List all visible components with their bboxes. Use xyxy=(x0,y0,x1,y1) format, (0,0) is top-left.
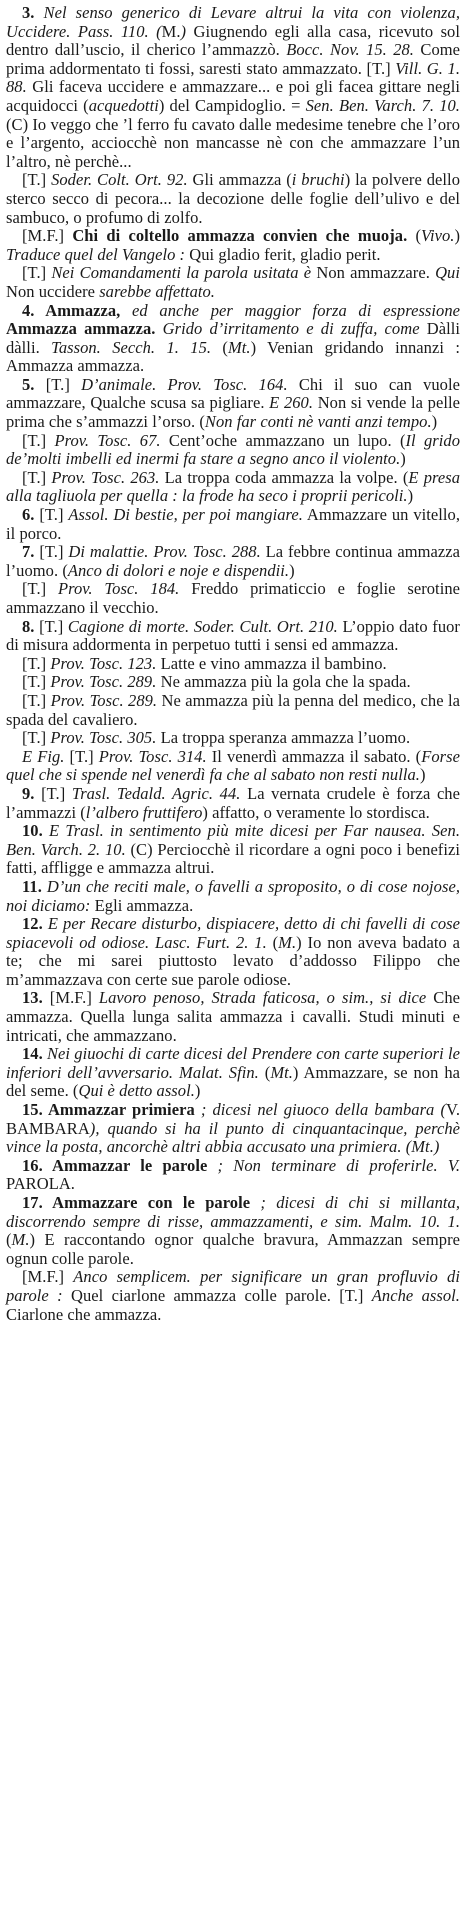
entry-heading: 3. xyxy=(22,3,35,22)
italic-text: Trasl. Tedald. Agric. 44. xyxy=(71,783,241,803)
body-text: ) affatto, o veramente lo stordisca. xyxy=(202,802,430,822)
entry-heading: 4. Ammazza, xyxy=(22,300,121,320)
italic-text: Bocc. Nov. 15. 28. xyxy=(286,40,414,60)
italic-text: Mt. xyxy=(227,337,251,357)
entry-paragraph xyxy=(6,692,460,729)
body-text: ) Io non aveva badato a te; che mi sarei piuttosto levato d’addosso Filippo che m’ammazzava con certe sue parole odiose. xyxy=(6,932,460,989)
body-text: Qui gladio ferit, gladio perit. xyxy=(185,244,381,264)
body-text: ) xyxy=(194,1081,201,1101)
italic-text: E Fig. xyxy=(22,746,65,766)
entry-heading: 15. Ammazzar primiera xyxy=(22,1100,195,1120)
entry-paragraph xyxy=(6,506,460,543)
body-text: ) xyxy=(400,449,406,469)
body-text: Chi il suo can vuole ammazzare, Qualche scusa sa pigliare. xyxy=(6,374,460,413)
italic-text: M. xyxy=(278,932,297,952)
body-text: Cent’oche ammazzano un lupo. ( xyxy=(160,430,406,450)
body-text: [T.] xyxy=(34,783,72,803)
body-text: ) Ammazzare, se non ha del seme. ( xyxy=(6,1062,460,1101)
italic-text: Tasson. Secch. 1. 15. xyxy=(51,337,212,357)
body-text: Quel ciarlone ammazza colle parole. [T.] xyxy=(62,1285,372,1305)
italic-text: Di malattie. Prov. Tosc. 288. xyxy=(68,542,261,562)
italic-text: ), quando si ha il punto di cinquantacinque, perchè vince la posta, ancorchè altri abbia accusato una primiera. ( xyxy=(6,1118,460,1157)
body-text: Ammazzare un vitello, il porco. xyxy=(6,505,461,543)
body-text: [T.] xyxy=(22,728,51,748)
body-text: (C) Io veggo che ’l ferro fu cavato dalle medesime tenebre che l’oro e l’argento, acciocchè non mancasse nè con che ammazzare l’un l’altro, nè perchè... xyxy=(6,114,460,171)
italic-text: Soder. Colt. Ort. 92. xyxy=(51,170,188,190)
italic-text: ; dicesi di chi si millanta, discorrendo sempre di risse, ammazzamenti, e sim. Malm. 10. 1. xyxy=(6,1193,461,1231)
entry-paragraph xyxy=(6,878,460,915)
body-text: ) xyxy=(289,560,295,580)
entry-heading: 9. xyxy=(22,783,35,803)
body-text: [M.F.] xyxy=(42,988,99,1008)
body-text: Ciarlone che ammazza. xyxy=(6,1304,162,1324)
italic-text: D’animale. Prov. Tosc. 164. xyxy=(81,374,288,394)
entry-paragraph xyxy=(6,1194,460,1268)
body-text: [T.] xyxy=(34,505,69,525)
body-text: La troppa speranza ammazza l’uomo. xyxy=(156,728,411,748)
italic-text: E Trasl. in sentimento più mite dicesi per Far nausea. Sen. Ben. Varch. 2. 10. xyxy=(6,821,460,859)
italic-text: Nei giuochi di carte dicesi del Prendere con carte superiori le inferiori dell’avversario. Malat. Sfin. xyxy=(6,1044,460,1082)
entry-paragraph xyxy=(6,1045,460,1101)
italic-text: Cagione di morte. Soder. Cult. Ort. 210. xyxy=(67,616,338,636)
italic-text: acquedotti xyxy=(88,95,159,115)
italic-text: Grido d’irritamento e di zuffa, come xyxy=(155,319,420,339)
italic-text: i bruchi xyxy=(291,170,345,190)
italic-text: sarebbe affettato. xyxy=(99,281,215,301)
entry-heading: Chi di coltello ammazza convien che muoja. xyxy=(72,226,408,246)
entry-paragraph xyxy=(6,580,460,617)
body-text: AROLA. xyxy=(13,1174,75,1194)
body-text: ) xyxy=(454,226,460,246)
italic-text: E per Recare disturbo, dispiacere, detto di chi favelli di cose spiacevoli od odiose. Lasc. Furt. 2. 1. xyxy=(6,914,460,952)
entry-paragraph xyxy=(6,376,460,432)
italic-text: ed anche per maggior forza di espressione xyxy=(120,300,460,320)
body-text: Che ammazza. Quella lunga salita ammazza i cavalli. Studi minuti e intricati, che ammazzano. xyxy=(6,988,460,1045)
italic-text: Prov. Tosc. 184. xyxy=(58,579,180,599)
body-text: ( xyxy=(6,1230,12,1250)
italic-text: Prov. Tosc. 289. xyxy=(50,690,158,710)
body-text: AMBARA xyxy=(17,1118,90,1138)
italic-text: Lavoro penoso, Strada faticosa, o sim., si dice xyxy=(98,988,427,1008)
italic-text: Prov. Tosc. 305. xyxy=(50,728,157,748)
body-text: La febbre continua ammazza l’uomo. ( xyxy=(6,542,460,580)
italic-text: ) xyxy=(180,21,187,41)
italic-text: l’albero fruttifero xyxy=(85,802,203,822)
body-text: (C) Perciocchè il ricordare a ogni poco i benefizi fatti, affligge e ammazza altrui. xyxy=(6,839,460,878)
body-text: ( xyxy=(407,226,422,246)
body-text: P xyxy=(6,1174,14,1194)
entry-paragraph xyxy=(6,748,460,785)
entry-paragraph xyxy=(6,785,460,822)
body-text: Egli ammazza. xyxy=(90,895,194,915)
body-text: V. B xyxy=(6,1100,461,1138)
body-text: Non uccidere xyxy=(6,281,100,301)
body-text: M. xyxy=(161,21,181,41)
body-text: [T.] xyxy=(22,170,52,190)
body-text: Freddo primaticcio e foglie serotine ammazzano il vecchio. xyxy=(6,579,461,617)
italic-text: M. xyxy=(11,1230,30,1250)
body-text: Il venerdì ammazza il sabato. ( xyxy=(206,746,422,766)
italic-text: Nei Comandamenti la parola usitata è xyxy=(51,263,312,283)
body-text: [T.] xyxy=(34,616,68,636)
entry-paragraph xyxy=(6,1157,460,1194)
body-text: Dàlli dàlli. xyxy=(6,319,460,357)
body-text: Gli ammazza ( xyxy=(187,170,292,190)
body-text: [T.] xyxy=(22,672,51,692)
body-text: ( xyxy=(266,932,279,952)
italic-text: Anco semplicem. per significare un gran profluvio di parole : xyxy=(6,1267,460,1305)
entry-paragraph xyxy=(6,618,460,655)
body-text: Non si vende la pelle prima che s’ammazzi l’orso. ( xyxy=(6,393,460,432)
italic-text: Prov. Tosc. 289. xyxy=(50,672,157,692)
body-text: ( xyxy=(258,1062,271,1082)
italic-text: Prov. Tosc. 314. xyxy=(98,746,207,766)
entry-paragraph xyxy=(6,1268,460,1324)
entry-heading: 12. xyxy=(22,914,43,934)
body-text: [T.] xyxy=(34,542,69,562)
italic-text: E presa alla tagliuola per quella : la frode ha seco i proprii pericoli. xyxy=(6,467,460,506)
italic-text: Prov. Tosc. 67. xyxy=(54,430,161,450)
body-text: ) del Campidoglio. = xyxy=(158,95,306,115)
body-text: [T.] xyxy=(22,430,55,450)
italic-text: Anche assol. xyxy=(371,1285,460,1305)
entry-heading: 7. xyxy=(22,542,35,562)
entry-heading: 14. xyxy=(22,1044,43,1064)
entry-heading: 16. Ammazzar le parole xyxy=(22,1155,208,1175)
italic-text: D’un che reciti male, o favelli a sproposito, o di cose nojose, noi diciamo: xyxy=(6,876,460,915)
body-text: [T.] xyxy=(22,467,52,487)
body-text: ) Venian gridando innanzi : Ammazza ammazza. xyxy=(6,337,460,376)
body-text: Gli faceva uccidere e ammazzare... e poi gli facea gittare negli acquidocci ( xyxy=(6,77,460,115)
body-text: [T.] xyxy=(22,690,51,710)
body-text: L’oppio dato fuor di misura addormenta in perpetuo tutti i sensi ed ammazza. xyxy=(6,616,460,655)
italic-text: Vivo. xyxy=(421,226,455,246)
entry-paragraph xyxy=(6,915,460,989)
italic-text: Sen. Ben. Varch. 7. 10. xyxy=(305,95,460,115)
entry-paragraph xyxy=(6,227,460,264)
body-text: [M.F.] xyxy=(22,226,73,246)
entry-paragraph xyxy=(6,989,460,1045)
entry-heading: 10. xyxy=(22,821,43,841)
entry-paragraph xyxy=(6,302,460,376)
body-text: La troppa coda ammazza la volpe. ( xyxy=(159,467,409,487)
italic-text: Forse quel che si spende nel venerdì fa che al sabato non resti nulla. xyxy=(6,746,460,785)
italic-text: Il grido de’molti imbelli ed inermi fa stare a segno anco il violento. xyxy=(6,430,461,469)
body-text: Giugnendo egli alla casa, ricevuto sol dentro dall’uscio, il cherico l’ammazzò. xyxy=(6,21,460,60)
body-text: [T.] xyxy=(22,263,52,283)
body-text: Latte e vino ammazza il bambino. xyxy=(156,653,387,673)
italic-text: Vill. G. 1. 88. xyxy=(6,58,460,97)
body-text: [T.] xyxy=(22,653,51,673)
italic-text: E 260. xyxy=(269,393,314,413)
italic-text: ; dicesi nel giuoco della bambara ( xyxy=(194,1100,446,1120)
italic-text: Qui è detto assol. xyxy=(78,1081,195,1101)
entry-paragraph xyxy=(6,655,460,674)
entry-heading: 17. Ammazzare con le parole xyxy=(22,1193,251,1212)
entry-paragraph xyxy=(6,822,460,878)
entry-paragraph xyxy=(6,543,460,580)
entry-paragraph xyxy=(6,264,460,301)
body-text: Non ammazzare. xyxy=(311,263,436,283)
body-text: [M.F.] xyxy=(22,1267,74,1287)
entry-paragraph xyxy=(6,1101,460,1157)
entry-paragraph xyxy=(6,432,460,469)
body-text: ) E raccontando ognor qualche bravura, Ammazzan sempre ognun colle parole. xyxy=(6,1230,460,1268)
body-text: ) xyxy=(431,412,438,432)
italic-text: Mt. xyxy=(411,1137,434,1157)
entry-paragraph xyxy=(6,4,460,171)
italic-text: ; Non terminare di proferirle. V. xyxy=(207,1155,460,1175)
italic-text: Qui xyxy=(435,263,460,283)
italic-text: Nel senso generico di Levare altrui la vita con violenza, Uccidere. Pass. 110. ( xyxy=(6,3,460,41)
body-text: [T.] xyxy=(22,579,58,599)
italic-text: Assol. Di bestie, per poi mangiare. xyxy=(68,505,303,525)
entry-heading: 13. xyxy=(22,988,43,1008)
dictionary-column xyxy=(6,4,460,1324)
italic-text: Non far conti nè vanti anzi tempo. xyxy=(204,412,432,432)
body-text: [T.] xyxy=(64,746,99,766)
body-text: [T.] xyxy=(34,374,82,394)
italic-text: ) xyxy=(433,1137,440,1157)
body-text: ) xyxy=(407,486,414,506)
italic-text: Mt. xyxy=(270,1062,293,1082)
italic-text: Prov. Tosc. 123. xyxy=(50,653,157,673)
entry-heading: 6. xyxy=(22,505,35,525)
body-text: Come prima addormentato ti fossi, saresti stato ammazzato. [T.] xyxy=(6,40,461,78)
entry-heading: 11. xyxy=(22,876,42,896)
body-text: ) la polvere dello sterco secco di pecora... la decozione delle foglie dell’ulivo e del sambuco, o profumo di zolfo. xyxy=(6,170,460,227)
italic-text: Anco di dolori e noje e dispendii. xyxy=(67,560,290,580)
entry-heading: 8. xyxy=(22,616,35,636)
italic-text: Prov. Tosc. 263. xyxy=(51,467,160,487)
body-text: ) xyxy=(419,765,426,785)
entry-heading: 5. xyxy=(22,374,35,394)
body-text: Ne ammazza più la gola che la spada. xyxy=(156,672,411,692)
italic-text: Traduce quel del Vangelo : xyxy=(6,244,186,264)
body-text: Ne ammazza più la penna del medico, che la spada del cavaliero. xyxy=(6,690,461,729)
entry-paragraph xyxy=(6,469,460,506)
body-text: ( xyxy=(211,337,228,357)
entry-paragraph xyxy=(6,673,460,692)
entry-heading: Ammazza ammazza. xyxy=(6,319,156,339)
entry-paragraph xyxy=(6,729,460,748)
body-text: La vernata crudele è forza che l’ammazzi ( xyxy=(6,783,460,822)
entry-paragraph xyxy=(6,171,460,227)
